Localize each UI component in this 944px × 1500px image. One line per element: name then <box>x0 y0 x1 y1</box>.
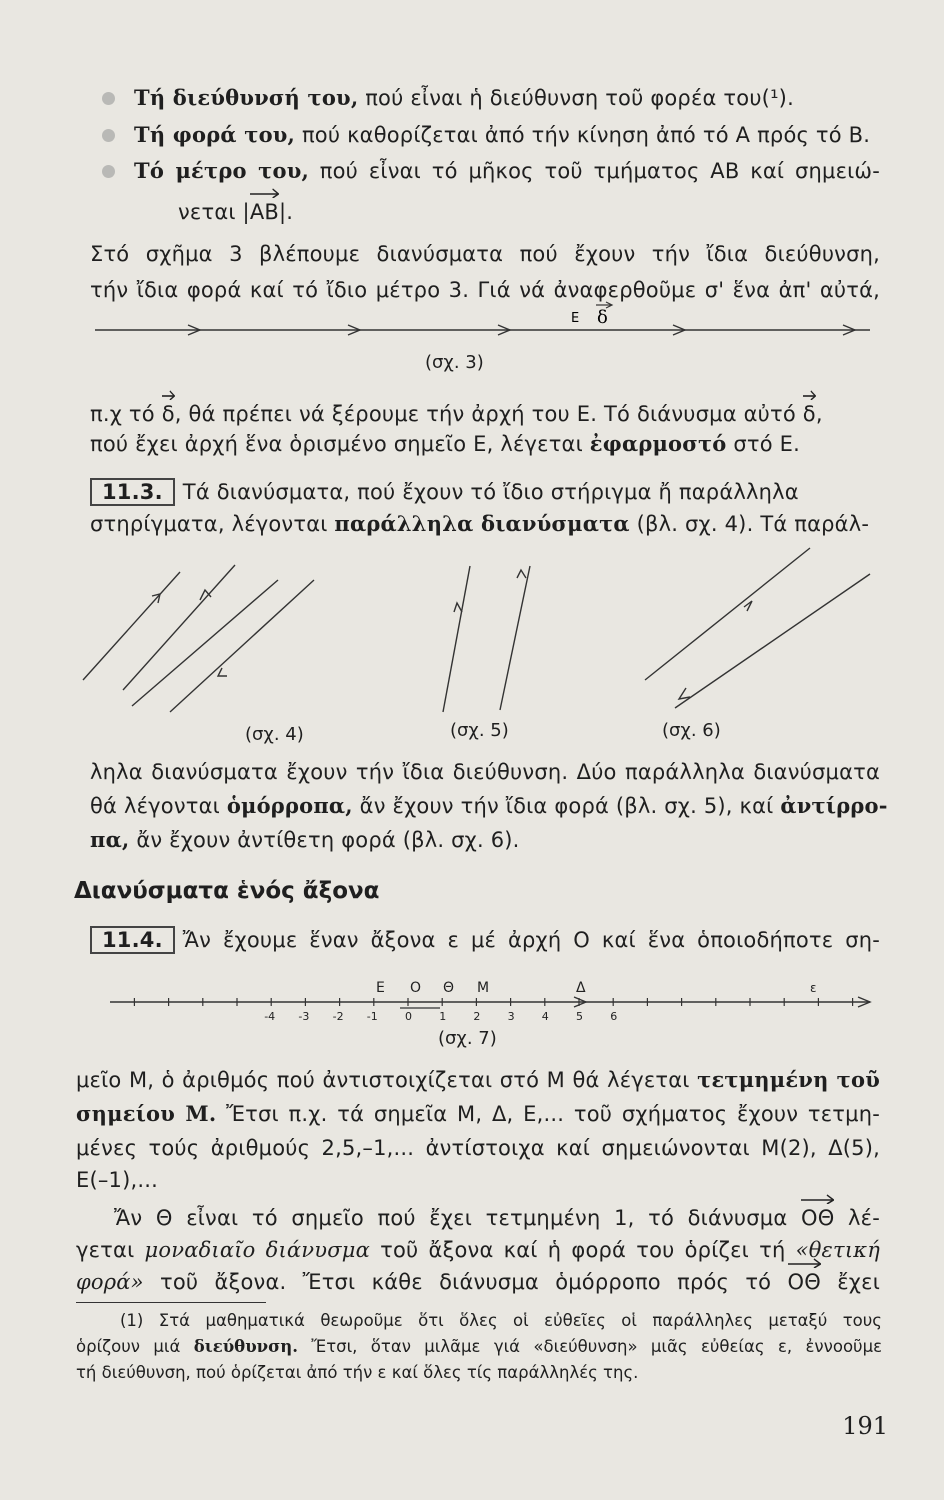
axis-tick-label: 3 <box>507 1010 515 1023</box>
axis-tick-label: 4 <box>541 1010 549 1023</box>
para5-line2: γεται μοναδιαῖο διάνυσμα τοῦ ἄξονα καί ἡ φορά του ὁρίζει τή «θετική <box>76 1238 881 1262</box>
axis-label-O: Ο <box>410 980 422 996</box>
para4-line4: Ε(–1),... <box>76 1168 159 1192</box>
footnote-line1: (1) Στά μαθηματικά θεωροῦμε ὅτι ὅλες οἱ εὐθεῖες οἱ παράλληλες μεταξύ τους <box>120 1311 882 1330</box>
axis-tick-label: 6 <box>610 1010 618 1023</box>
para4-line3: μένες τούς ἀριθμούς 2,5,–1,... ἀντίστοιχα καί σημειώνονται Μ(2), Δ(5), <box>76 1136 880 1160</box>
footnote-rule <box>76 1302 266 1303</box>
section-number-11-4: 11.4. <box>90 926 175 954</box>
bullet-magnitude: Τό μέτρο του, πού εἶναι τό μῆκος τοῦ τμήματος ΑΒ καί σημειώ- <box>134 158 880 183</box>
label-E: Ε <box>571 311 580 326</box>
axis-tick-label: -3 <box>298 1010 310 1023</box>
section-11-3-line2: στηρίγματα, λέγονται παράλληλα διανύσματα (βλ. σχ. 4). Τά παράλ- <box>90 511 870 536</box>
section-number-11-3: 11.3. <box>90 478 175 506</box>
para3-line2: θά λέγονται ὁμόρροπα, ἄν ἔχουν τήν ἴδια φορά (βλ. σχ. 5), καί ἀντίρρο- <box>90 793 888 818</box>
axis-label-Theta: Θ <box>443 980 455 996</box>
para5-line3: φορά» τοῦ ἄξονα. Ἔτσι κάθε διάνυσμα ὁμόρροπο πρός τό ΟΘ ἔχει <box>76 1268 880 1296</box>
footnote-line2: ὁρίζουν μιά διεύθυνση. Ἔτσι, ὅταν μιλᾶμε γιά «διεύθυνση» μιᾶς εὐθείας ε, ἐννοοῦμε <box>76 1337 883 1356</box>
section-11-4-line1: 11.4. Ἄν ἔχουμε ἕναν ἄξονα ε μέ ἀρχή Ο καί ἕνα ὁποιοδήποτε ση- <box>90 926 880 954</box>
para3-line3: πα, ἄν ἔχουν ἀντίθετη φορά (βλ. σχ. 6). <box>90 827 520 852</box>
section-heading: Διανύσματα ἑνός ἄξονα <box>74 878 380 904</box>
axis-tick-label: -1 <box>366 1010 378 1023</box>
para3-line1: ληλα διανύσματα ἔχουν τήν ἴδια διεύθυνση. Δύο παράλληλα διανύσματα <box>90 760 880 784</box>
axis-label-M: Μ <box>477 980 490 996</box>
axis-label-epsilon: ε <box>810 981 817 995</box>
axis-label-E: Ε <box>376 980 385 996</box>
axis-tick-label: -2 <box>332 1010 344 1023</box>
axis-tick-label: 0 <box>405 1010 412 1023</box>
vector-delta: δ <box>803 400 816 428</box>
caption-fig3: (σχ. 3) <box>425 352 484 373</box>
para2-line2: πού ἔχει ἀρχή ἕνα ὁρισμένο σημεῖο Ε, λέγεται ἐφαρμοστό στό Ε. <box>90 431 800 456</box>
para1-line1: Στό σχῆμα 3 βλέπουμε διανύσματα πού ἔχουν τήν ἴδια διεύθυνση, <box>90 242 880 266</box>
para1-line2: τήν ἴδια φορά καί τό ἴδιο μέτρο 3. Γιά νά ἀναφερθοῦμε σ' ἕνα ἀπ' αὐτά, <box>90 278 880 302</box>
caption-fig7: (σχ. 7) <box>438 1028 497 1049</box>
axis-label-Delta: Δ <box>576 980 586 996</box>
axis-tick-label: 1 <box>439 1010 447 1023</box>
axis-tick-label: -4 <box>264 1010 276 1023</box>
label-delta: δ <box>597 307 608 328</box>
para5-line1: Ἄν Θ εἶναι τό σημεῖο πού ἔχει τετμημένη 1, τό διάνυσμα ΟΘ λέ- <box>114 1204 880 1232</box>
vector-delta: δ <box>162 400 175 428</box>
vector-OTheta: ΟΘ <box>801 1204 834 1232</box>
caption-fig6: (σχ. 6) <box>662 720 721 741</box>
caption-fig4: (σχ. 4) <box>245 724 304 745</box>
bullet-magnitude-cont: νεται | ΑΒ|. <box>178 198 944 226</box>
bullet-direction: Τή διεύθυνσή του, πού εἶναι ἡ διεύθυνση τοῦ φορέα του(¹). <box>134 85 794 110</box>
footnote-line3: τή διεύθυνση, πού ὁρίζεται ἀπό τήν ε καί ὅλες τίς παράλληλές της. <box>76 1363 639 1382</box>
section-11-3-line1: 11.3. Τά διανύσματα, πού ἔχουν τό ἴδιο στήριγμα ἤ παράλληλα <box>90 478 880 506</box>
para2-line1: π.χ τό δ, θά πρέπει νά ξέρουμε τήν ἀρχή του Ε. Τό διάνυσμα αὐτό δ, <box>90 400 880 428</box>
axis-tick-label: 5 <box>576 1010 583 1023</box>
vector-AB: ΑΒ <box>250 198 279 226</box>
vector-OTheta: ΟΘ <box>788 1268 821 1296</box>
bullet-sense: Τή φορά του, πού καθορίζεται ἀπό τήν κίνηση ἀπό τό Α πρός τό Β. <box>134 122 871 147</box>
page-number: 191 <box>842 1412 888 1440</box>
caption-fig5: (σχ. 5) <box>450 720 509 741</box>
axis-tick-label: 2 <box>473 1010 481 1023</box>
para4-line1: μεῖο Μ, ὁ ἀριθμός πού ἀντιστοιχίζεται στό Μ θά λέγεται τετμημένη τοῦ <box>76 1067 880 1092</box>
para4-line2: σημείου Μ. Ἔτσι π.χ. τά σημεῖα Μ, Δ, Ε,... τοῦ σχήματος ἔχουν τετμη- <box>76 1101 880 1126</box>
